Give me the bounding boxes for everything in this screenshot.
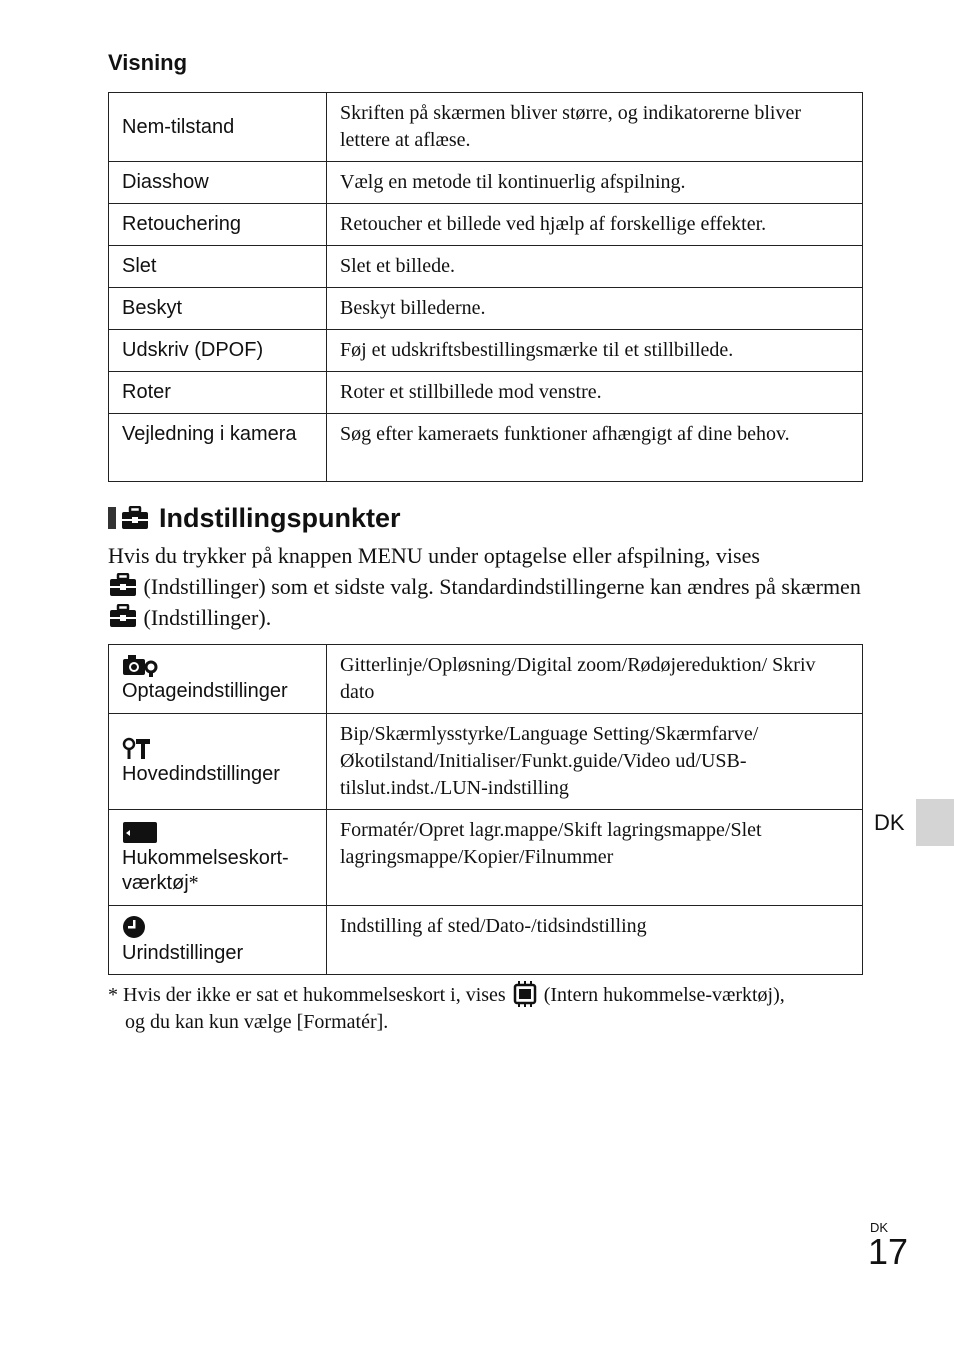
section-title-visning: Visning	[108, 50, 188, 75]
row-value: Skriften på skærmen bliver større, og indikatorerne bliver lettere at aflæse.	[327, 93, 863, 162]
language-tab-label: DK	[874, 810, 905, 835]
row-key: Vejledning i kamera	[109, 414, 327, 482]
row-key: Beskyt	[109, 288, 327, 330]
table-row	[109, 330, 863, 372]
row-key-cell	[109, 714, 327, 810]
camera-settings-icon	[122, 653, 158, 677]
row-key-cell	[109, 810, 327, 906]
row-value: Roter et stillbillede mod venstre.	[327, 372, 863, 414]
row-value: Søg efter kameraets funktioner afhængigt af dine behov.	[327, 414, 863, 482]
intro-paragraph	[108, 540, 868, 633]
row-value: Bip/Skærmlysstyrke/Language Setting/Skærmfarve/ Økotilstand/Initialiser/Funkt.guide/Video ud/USB-tilslut.indst./LUN-indstilling	[327, 714, 863, 810]
table-row	[109, 246, 863, 288]
row-key: Hovedindstillinger	[122, 763, 280, 785]
footnote-text: (Intern hukommelse-værktøj),	[543, 984, 785, 1006]
table-row	[109, 204, 863, 246]
row-key: Nem-tilstand	[109, 93, 327, 162]
asterisk: *	[188, 872, 199, 894]
row-key: Diasshow	[109, 162, 327, 204]
page-number: 17	[868, 1231, 909, 1272]
memory-card-icon	[122, 820, 158, 844]
internal-memory-icon	[511, 981, 539, 1007]
row-key: Hukommelseskort-værktøj	[122, 847, 289, 894]
row-key: Retouchering	[109, 204, 327, 246]
table-row	[109, 714, 863, 810]
row-key: Udskriv (DPOF)	[109, 330, 327, 372]
heading-marker	[108, 507, 116, 529]
table-row	[109, 372, 863, 414]
row-value: Slet et billede.	[327, 246, 863, 288]
row-key-cell	[109, 906, 327, 975]
row-value: Vælg en metode til kontinuerlig afspilning.	[327, 162, 863, 204]
table-row	[109, 906, 863, 975]
table-row	[109, 645, 863, 714]
toolbox-icon	[108, 573, 138, 597]
table-row	[109, 288, 863, 330]
table-row	[109, 414, 863, 482]
toolbox-icon	[121, 506, 149, 530]
row-key: Urindstillinger	[122, 942, 244, 964]
row-value: Beskyt billederne.	[327, 288, 863, 330]
row-value: Gitterlinje/Opløsning/Digital zoom/Rødøjereduktion/ Skriv dato	[327, 645, 863, 714]
page-language-code: DK	[870, 1220, 889, 1235]
settings-table	[108, 644, 863, 975]
footnote-text: og du kan kun vælge [Formatér].	[125, 1011, 389, 1033]
footnote-text: * Hvis der ikke er sat et hukommelseskort i, vises	[108, 984, 506, 1006]
row-value: Retoucher et billede ved hjælp af forskellige effekter.	[327, 204, 863, 246]
row-value: Indstilling af sted/Dato-/tidsindstilling	[327, 906, 863, 975]
row-key: Optageindstillinger	[122, 680, 288, 702]
intro-text: (Indstillinger).	[143, 605, 272, 630]
row-value: Føj et udskriftsbestillingsmærke til et stillbillede.	[327, 330, 863, 372]
main-settings-icon	[122, 736, 152, 760]
toolbox-icon	[108, 604, 138, 628]
language-tab	[916, 799, 954, 846]
clock-icon	[122, 915, 148, 939]
section-heading-text: Indstillingspunkter	[159, 502, 401, 533]
row-key: Slet	[109, 246, 327, 288]
intro-text: (Indstillinger) som et sidste valg. Standardindstillingerne kan ændres på skærmen	[143, 574, 861, 599]
row-value: Formatér/Opret lagr.mappe/Skift lagringsmappe/Slet lagringsmappe/Kopier/Filnummer	[327, 810, 863, 906]
visning-table	[108, 92, 863, 482]
footnote	[108, 981, 878, 1036]
table-row	[109, 93, 863, 162]
row-key: Roter	[109, 372, 327, 414]
table-row	[109, 810, 863, 906]
table-row	[109, 162, 863, 204]
section-heading-settings	[108, 500, 401, 536]
intro-text: Hvis du trykker på knappen MENU under optagelse eller afspilning, vises	[108, 543, 760, 568]
row-key-cell	[109, 645, 327, 714]
